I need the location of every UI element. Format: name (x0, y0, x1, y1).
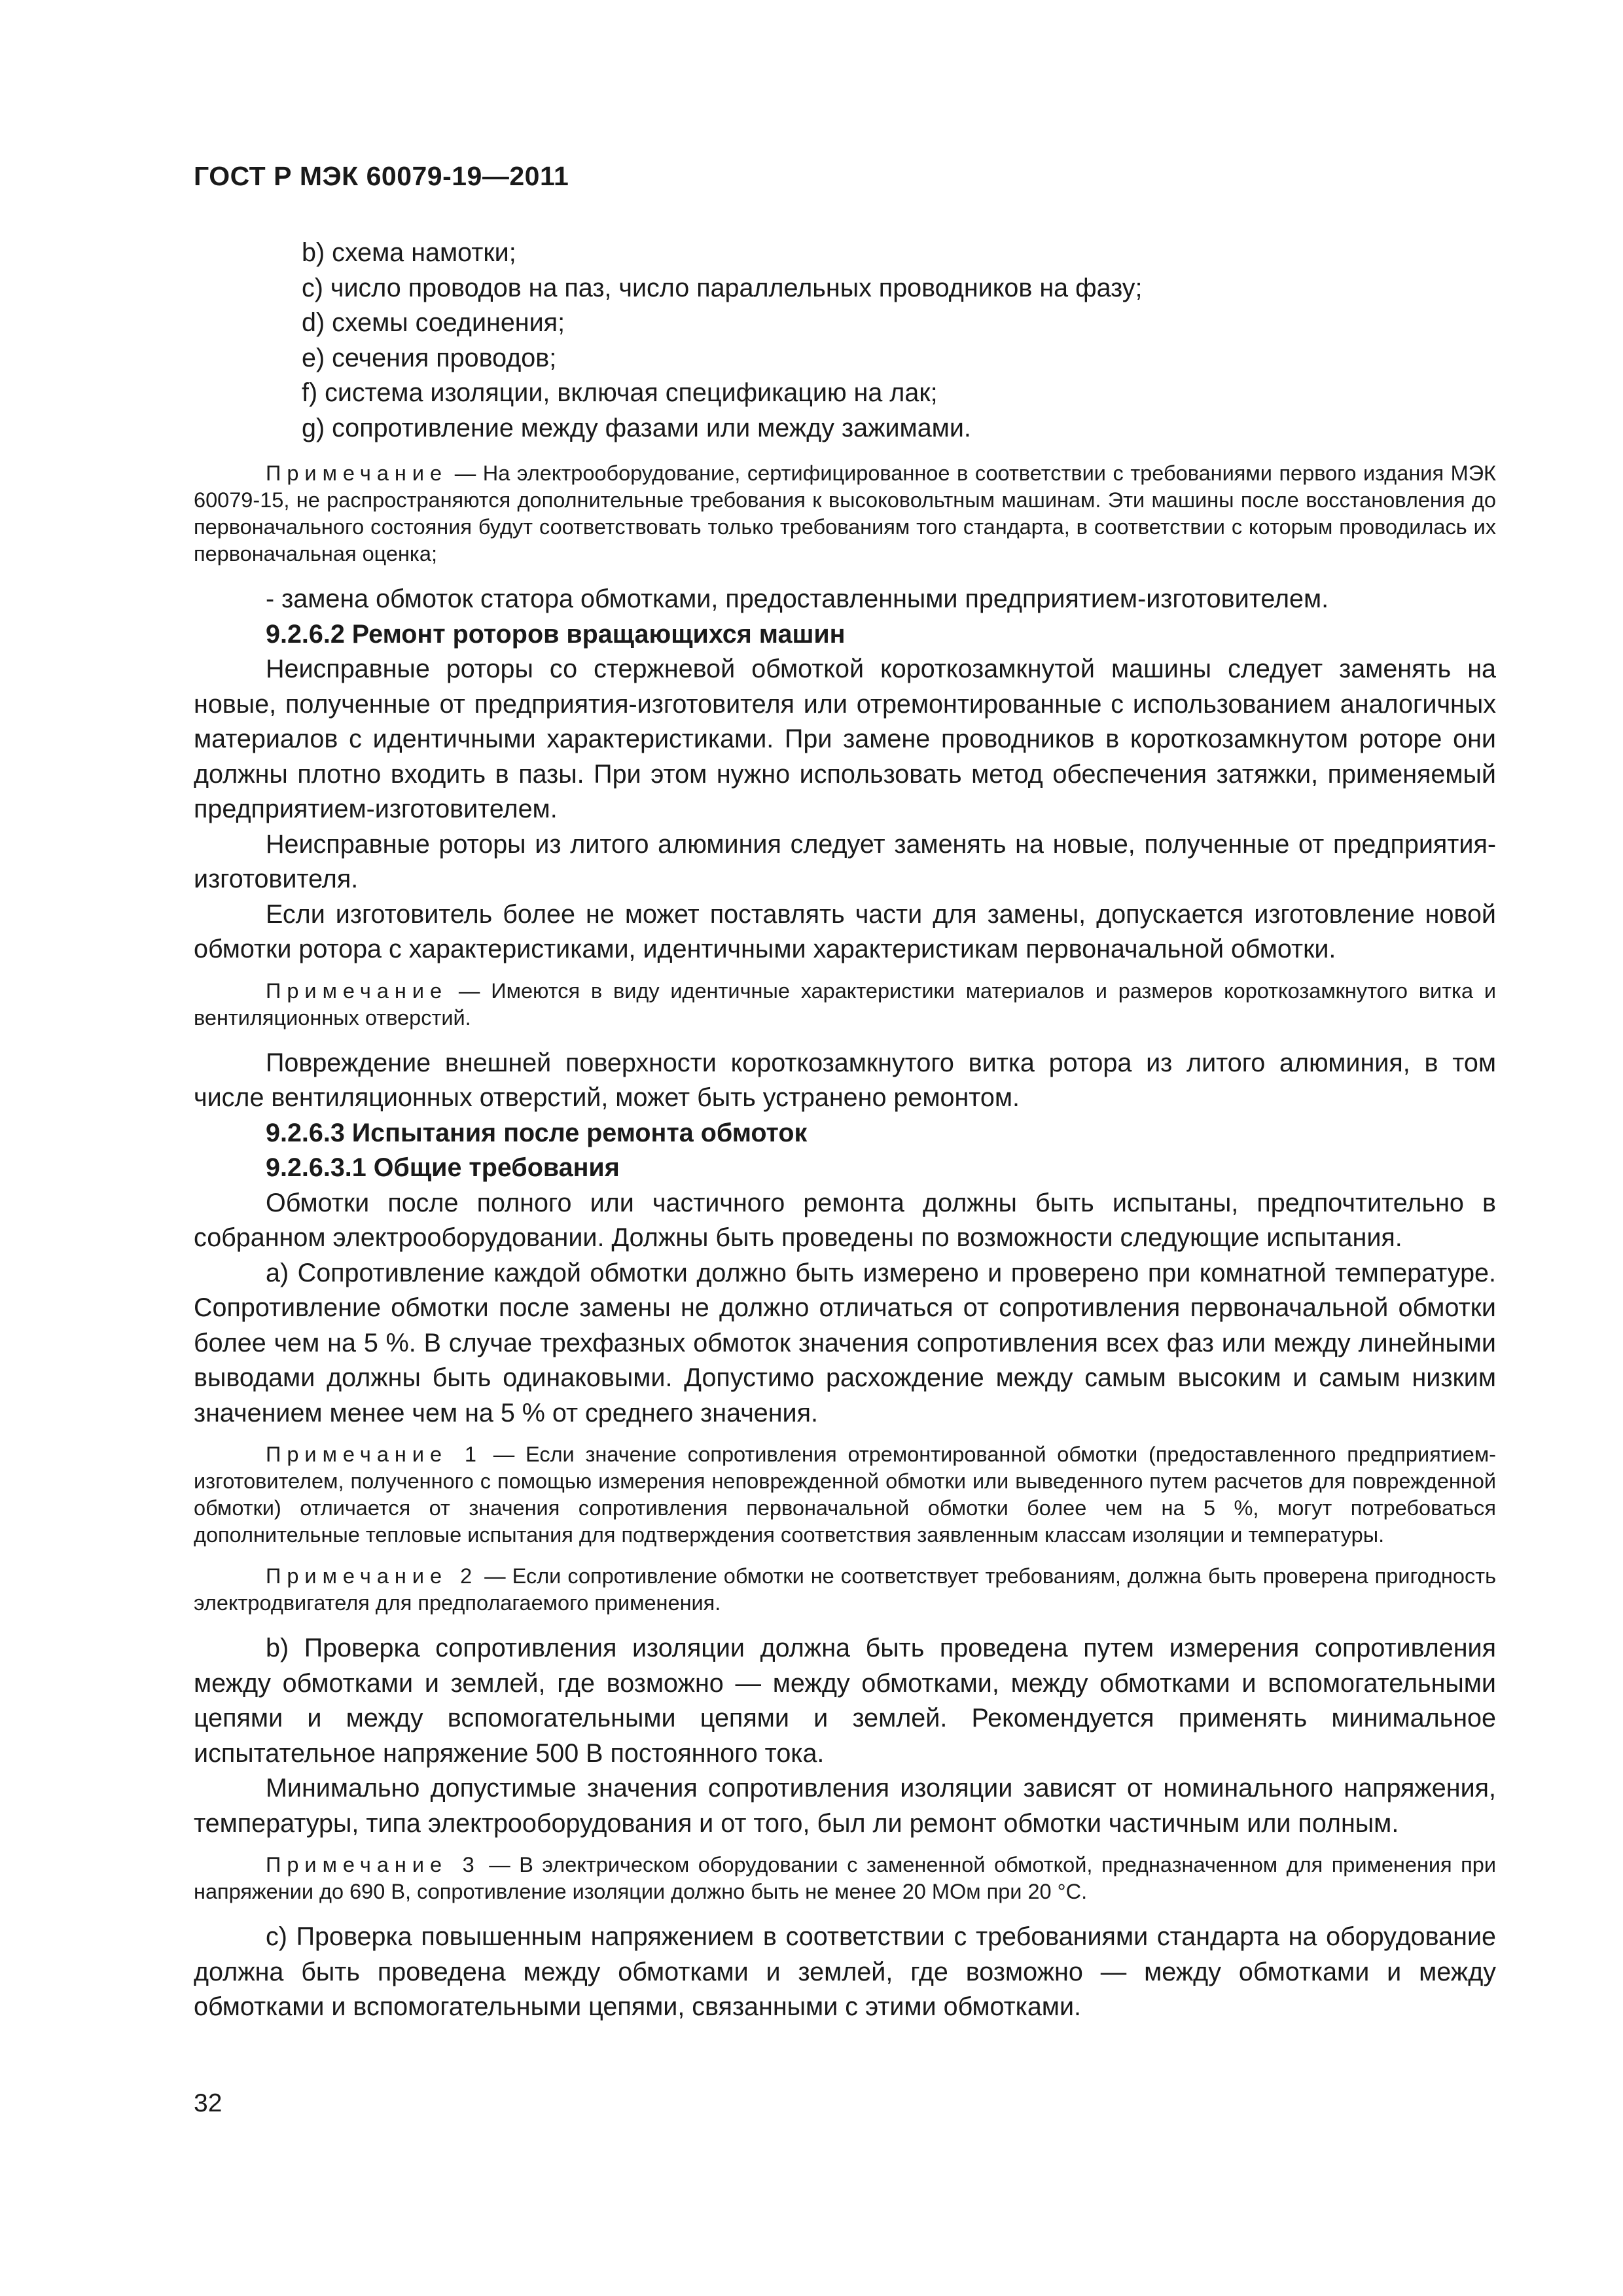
note-2 (194, 1563, 1496, 1617)
note-label: Примечание (266, 461, 448, 485)
section-heading-9-2-6-3-1: 9.2.6.3.1 Общие требования (266, 1153, 620, 1182)
note-1 (194, 1441, 1496, 1549)
list-item-d: d) схемы соединения; (302, 308, 565, 337)
section-heading-9-2-6-3: 9.2.6.3 Испытания после ремонта обмоток (266, 1118, 808, 1147)
note-text: — Если значение сопротивления отремонтированной обмотки (предоставленного предприятием-изготовителем, полученного с помощью измерения неповрежденной обмотки или выведенного путем расчетов для поврежденной обмотки) отличается от значения сопротивления первоначальной обмотки более чем на 5 %, могут потребоваться дополнительные тепловые испытания для подтверждения соответствия заявленным классам изоляции и температуры. (194, 1443, 1496, 1547)
note-identical-characteristics (194, 978, 1496, 1031)
document-header: ГОСТ Р МЭК 60079-19—2011 (194, 161, 569, 191)
list-item-c: c) число проводов на паз, число параллельных проводников на фазу; (302, 273, 1143, 302)
paragraph-insulation-values: Минимально допустимые значения сопротивления изоляции зависят от номинального напряжения, температуры, типа электрооборудования и от того, был ли ремонт обмотки частичным или полным. (194, 1774, 1496, 1838)
note-first-edition (194, 460, 1496, 567)
paragraph-item-a: а) Сопротивление каждой обмотки должно быть измерено и проверено при комнатной температуре. Сопротивление обмотки после замены не должно отличаться от сопротивления первоначальной обмотки более чем на 5 %. В случае трехфазных обмоток значения сопротивления всех фаз или между линейными выводами должны быть одинаковыми. Допустимо расхождение между самым высоким и самым низким значением менее чем на 5 % от среднего значения. (194, 1258, 1496, 1427)
paragraph-tests-general: Обмотки после полного или частичного ремонта должны быть испытаны, предпочтительно в собранном электрооборудовании. Должны быть проведены по возможности следующие испытания. (194, 1188, 1496, 1252)
paragraph-rotor-bars: Неисправные роторы со стержневой обмоткой короткозамкнутой машины следует заменять на новые, полученные от предприятия-изготовителя или отремонтированные с использованием аналогичных материалов с идентичными характеристиками. При замене проводников в короткозамкнутом роторе они должны плотно входить в пазы. При этом нужно использовать метод обеспечения затяжки, применяемый предприятием-изготовителем. (194, 655, 1496, 823)
list-item-e: e) сечения проводов; (302, 343, 557, 372)
note-text: — На электрооборудование, сертифицированное в соответствии с требованиями первого издания МЭК 60079-15, не распространяются дополнительные требования к высоковольтным машинам. Эти машины после восстановления до первоначального состояния будут соответствовать только требованиям того стандарта, в соответствии с которым проводилась их первоначальная оценка; (194, 461, 1496, 565)
note-label: Примечание 1 (266, 1443, 482, 1466)
section-heading-9-2-6-2: 9.2.6.2 Ремонт роторов вращающихся машин (266, 619, 846, 649)
note-text: — Если сопротивление обмотки не соответствует требованиям, должна быть проверена пригодность электродвигателя для предполагаемого применения. (194, 1564, 1497, 1615)
paragraph-cast-aluminium: Неисправные роторы из литого алюминия следует заменять на новые, полученные от предприятия-изготовителя. (194, 829, 1496, 893)
paragraph-item-c: с) Проверка повышенным напряжением в соответствии с требованиями стандарта на оборудование должна быть проведена между обмотками и землей, где возможно — между обмотками и между обмотками и вспомогательными цепями, связанными с этими обмотками. (194, 1922, 1496, 2021)
note-label: Примечание (266, 978, 448, 1003)
list-item-b: b) схема намотки; (302, 238, 516, 267)
note-text: — Имеются в виду идентичные характеристики материалов и размеров короткозамкнутого витка и вентиляционных отверстий. (194, 978, 1496, 1030)
note-label: Примечание 2 (266, 1564, 478, 1588)
page-number: 32 (194, 2089, 223, 2117)
list-item-f: f) система изоляции, включая спецификацию на лак; (302, 378, 938, 407)
note-text: — В электрическом оборудовании с замененной обмоткой, предназначенном для применения при напряжении до 690 В, сопротивление изоляции должно быть не менее 20 МОм при 20 °С. (194, 1853, 1497, 1903)
paragraph-new-winding: Если изготовитель более не может поставлять части для замены, допускается изготовление новой обмотки ротора с характеристиками, идентичными характеристикам первоначальной обмотки. (194, 899, 1496, 963)
note-label: Примечание 3 (266, 1853, 480, 1876)
paragraph-surface-damage: Повреждение внешней поверхности короткозамкнутого витка ротора из литого алюминия, в том числе вентиляционных отверстий, может быть устранено ремонтом. (194, 1048, 1496, 1112)
paragraph-item-b: b) Проверка сопротивления изоляции должна быть проведена путем измерения сопротивления между обмотками и землей, где возможно — между обмотками, между обмотками и вспомогательными цепями и между вспомогательными цепями и землей. Рекомендуется применять минимальное испытательное напряжение 500 В постоянного тока. (194, 1634, 1496, 1768)
note-3 (194, 1852, 1496, 1905)
page-content (194, 236, 1496, 2025)
stator-replacement-line: - замена обмоток статора обмотками, предоставленными предприятием-изготовителем. (266, 584, 1329, 613)
list-item-g: g) сопротивление между фазами или между зажимами. (302, 413, 971, 442)
